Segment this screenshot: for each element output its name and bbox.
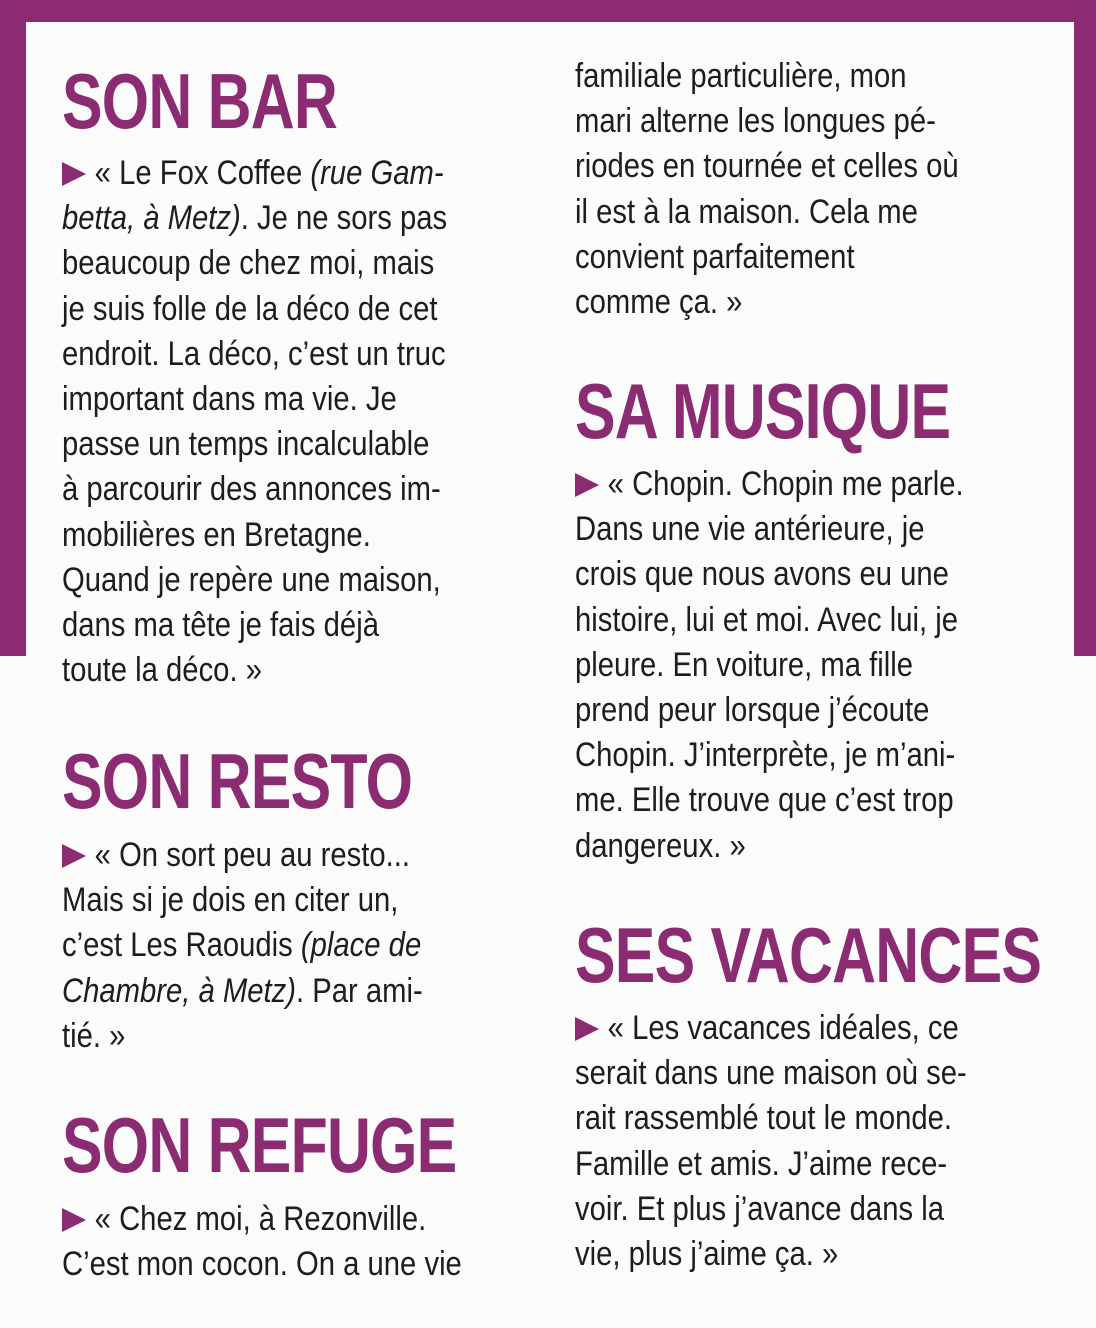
frame-right-border [1074, 0, 1096, 656]
text-line: beaucoup de chez moi, mais [62, 244, 435, 283]
text-line: prend peur lorsque j’écoute [575, 691, 930, 730]
section-title-bar: SON BAR [62, 57, 338, 145]
text-line: « Chopin. Chopin me parle. [575, 462, 964, 507]
text-line: Quand je repère une maison, [62, 560, 441, 599]
section-title-refuge: SON REFUGE [62, 1101, 457, 1189]
text-line: il est à la maison. Cela me [575, 192, 918, 231]
section-text-bar [62, 151, 447, 693]
text-line: je suis folle de la déco de cet [62, 289, 438, 328]
text-line: pleure. En voiture, ma fille [575, 645, 914, 684]
triangle-bullet-icon [62, 844, 86, 868]
section-text-resto [62, 833, 423, 1059]
text-line: C’est mon cocon. On a une vie [62, 1245, 462, 1284]
text-line: « Chez moi, à Rezonville. [62, 1197, 462, 1242]
text-line: familiale particulière, mon [575, 57, 907, 95]
text-line: crois que nous avons eu une [575, 555, 949, 594]
text-line: c’est Les Raoudis (place de [62, 926, 422, 965]
section-text-vacances [575, 1006, 967, 1277]
frame-top-border [0, 0, 1096, 22]
section-title-vacances: SES VACANCES [575, 911, 1042, 999]
triangle-bullet-icon [62, 162, 86, 186]
text-line: Mais si je dois en citer un, [62, 881, 399, 920]
text-line: dangereux. » [575, 826, 746, 865]
triangle-bullet-icon [575, 1017, 599, 1041]
text-line: « Le Fox Coffee (rue Gam- [62, 151, 447, 196]
text-line: mari alterne les longues pé- [575, 102, 936, 141]
triangle-bullet-icon [62, 1208, 86, 1232]
text-line: toute la déco. » [62, 651, 262, 690]
text-line: endroit. La déco, c’est un truc [62, 334, 446, 373]
text-line: passe un temps incalculable [62, 425, 430, 464]
text-line: me. Elle trouve que c’est trop [575, 781, 954, 820]
text-line: important dans ma vie. Je [62, 380, 397, 419]
text-line: mobilières en Bretagne. [62, 515, 371, 554]
text-line: Famille et amis. J’aime rece- [575, 1144, 948, 1183]
text-line: tié. » [62, 1016, 126, 1055]
frame-left-border [0, 0, 26, 656]
section-text-musique [575, 462, 964, 869]
text-line: serait dans une maison où se- [575, 1054, 967, 1093]
text-line: « On sort peu au resto... [62, 833, 423, 878]
text-line: à parcourir des annonces im- [62, 470, 441, 509]
section-title-resto: SON RESTO [62, 737, 413, 825]
text-line: « Les vacances idéales, ce [575, 1006, 967, 1051]
text-line: comme ça. » [575, 283, 743, 322]
text-line: convient parfaitement [575, 237, 855, 276]
text-line: vie, plus j’aime ça. » [575, 1235, 839, 1274]
text-line: dans ma tête je fais déjà [62, 606, 379, 645]
text-line: betta, à Metz). Je ne sors pas [62, 199, 448, 238]
text-line: voir. Et plus j’avance dans la [575, 1189, 944, 1228]
text-line: rait rassemblé tout le monde. [575, 1099, 953, 1138]
section-title-musique: SA MUSIQUE [575, 367, 951, 455]
section-text-refuge-continued [575, 54, 959, 325]
text-line: riodes en tournée et celles où [575, 147, 959, 186]
section-text-refuge-start [62, 1197, 462, 1287]
text-line: Chopin. J’interprète, je m’ani- [575, 736, 956, 775]
text-line: Dans une vie antérieure, je [575, 510, 925, 549]
text-line: histoire, lui et moi. Avec lui, je [575, 600, 959, 639]
text-line: Chambre, à Metz). Par ami- [62, 971, 423, 1010]
triangle-bullet-icon [575, 473, 599, 497]
